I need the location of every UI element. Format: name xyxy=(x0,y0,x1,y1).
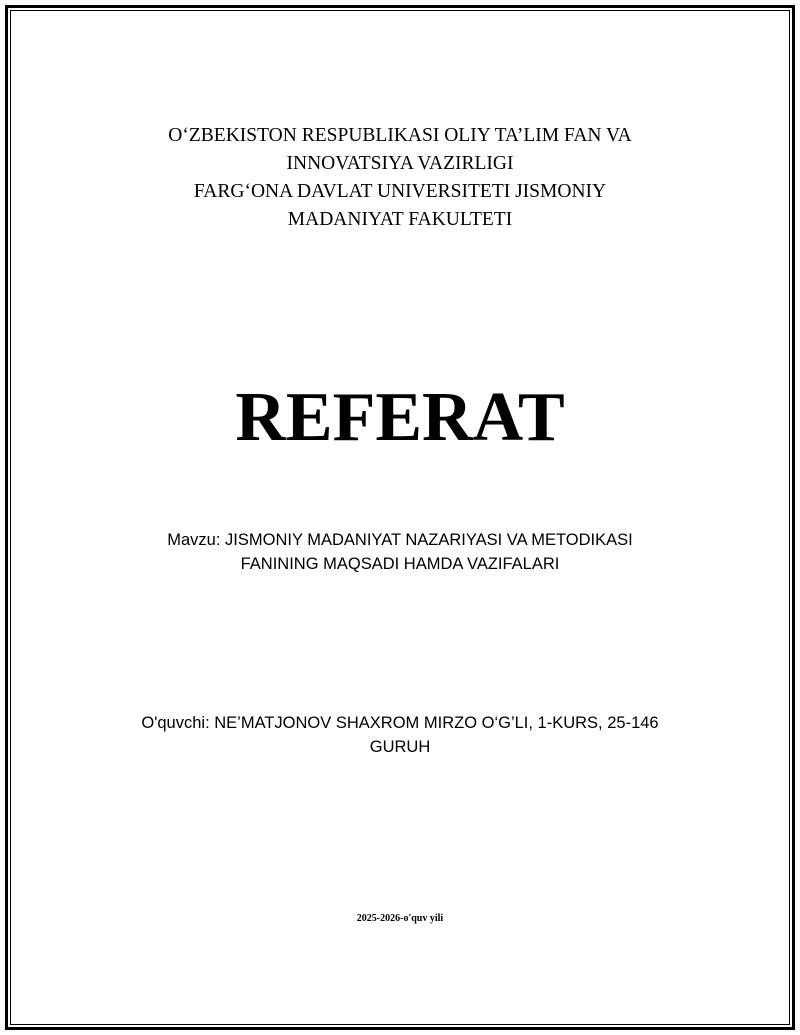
ministry-line-3: FARG‘ONA DAVLAT UNIVERSITETI JISMONIY xyxy=(193,181,607,202)
topic-line-2: FANINING MAQSADI HAMDA VAZIFALARI xyxy=(240,555,560,573)
topic-block xyxy=(0,528,800,576)
ministry-line-2: INNOVATSIYA VAZIRLIGI xyxy=(286,153,514,174)
ministry-line-4: MADANIYAT FAKULTETI xyxy=(287,209,513,230)
student-line-1: O'quvchi: NE’MATJONOV SHAXROM MIRZO O‘G’LI, 1-KURS, 25-146 xyxy=(141,714,659,732)
ministry-header xyxy=(0,122,800,234)
document-title: REFERAT xyxy=(235,379,565,456)
ministry-line-1: O‘ZBEKISTON RESPUBLIKASI OLIY TA’LIM FAN VA xyxy=(168,125,632,146)
student-block xyxy=(0,711,800,759)
student-line-2: GURUH xyxy=(369,738,431,756)
topic-line-1: Mavzu: JISMONIY MADANIYAT NAZARIYASI VA METODIKASI xyxy=(167,531,633,549)
academic-year: 2025-2026-o'quv yili xyxy=(356,913,444,924)
